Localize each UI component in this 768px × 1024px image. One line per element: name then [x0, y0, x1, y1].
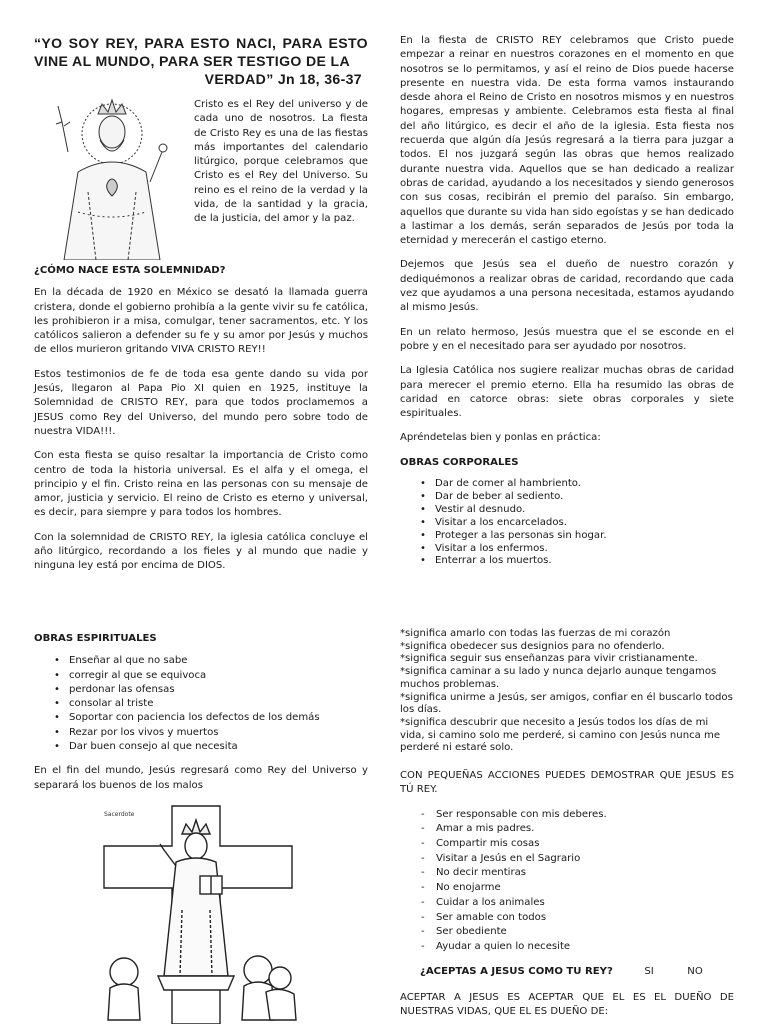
list-item: • Soportar con paciencia los defectos de los demás: [54, 711, 368, 725]
meaning-line: *significa unirme a Jesús, ser amigos, confiar en él buscarlo todos los días.: [400, 691, 733, 716]
meaning-line: *significa obedecer sus designios para no ofenderlo.: [400, 640, 665, 652]
history-paragraph-2: Estos testimonios de fe de toda esa gente dando su vida por Jesús, llegaron al Papa Pio XI quien en 1925, instituye la Solemnidad de CRISTO REY, para que todos proclamemos a JESUS como Rey del Universo, del mundo pero sobre todo de nuestra VIDA!!!.: [34, 368, 368, 437]
list-item: - Compartir mis cosas: [421, 837, 734, 852]
bottom-left-column: [34, 628, 368, 803]
list-item: - Ser amable con todos: [421, 911, 734, 926]
cross-illustration: [96, 800, 300, 1024]
title-line-2: VINE AL MUNDO, PARA SER TESTIGO DE LA: [34, 53, 350, 69]
meaning-line: *significa seguir sus enseñanzas para vivir cristianamente.: [400, 653, 698, 665]
right-column: [400, 34, 734, 578]
left-column: [34, 34, 368, 584]
corporales-heading: OBRAS CORPORALES: [400, 456, 519, 468]
page-title: [34, 34, 368, 88]
list-item: - Cuidar a los animales: [421, 896, 734, 911]
list-item: • Visitar a los enfermos.: [420, 543, 734, 556]
espirituales-list: [34, 654, 368, 754]
list-item: • Vestir al desnudo.: [420, 504, 734, 517]
question-text: ¿ACEPTAS A JESUS COMO TU REY?: [420, 965, 613, 977]
list-item: - No enojarme: [421, 881, 734, 896]
actions-intro: CON PEQUEÑAS ACCIONES PUEDES DEMOSTRAR QUE JESUS ES TÚ REY.: [400, 770, 734, 796]
section-heading: ¿CÓMO NACE ESTA SOLEMNIDAD?: [34, 265, 226, 276]
meaning-line: *significa caminar a su lado y nunca dejarlo aunque tengamos muchos problemas.: [400, 666, 717, 690]
cross-drawing: [96, 800, 300, 1024]
list-item: - Ser obediente: [421, 925, 734, 940]
feast-paragraph-2: Dejemos que Jesús sea el dueño de nuestro corazón y dediquémonos a realizar obras de caridad, recordando que cada vez que ayudamos a una persona necesitada, estamos ayudando al mismo Jesús.: [400, 259, 734, 314]
feast-paragraph-5: Apréndetelas bien y ponlas en práctica:: [400, 432, 601, 444]
christ-king-drawing: [38, 92, 186, 260]
history-paragraph-1: En la década de 1920 en México se desató la llamada guerra cristera, donde el gobierno prohibía a la gente vivir su fe católica, les prohibieron ir a misa, comulgar, tener sacramentos, etc. Y los católicos salieron a defender su fe y su amor por Jesús y muchos de ellos murieron gritando VIVA CRISTO REY!!: [34, 287, 368, 356]
list-item: • Dar de comer al hambriento.: [420, 478, 734, 491]
list-item: • Visitar a los encarcelados.: [420, 517, 734, 530]
list-item: • Enterrar a los muertos.: [420, 555, 734, 568]
answer-yes: SI: [644, 965, 654, 977]
christ-king-illustration: [38, 92, 190, 260]
meaning-line: *significa amarlo con todas las fuerzas de mi corazón: [400, 628, 671, 639]
list-item: • perdonar las ofensas: [54, 683, 368, 697]
drawing-caption: Sacerdote: [104, 811, 135, 818]
question-row: [400, 965, 734, 979]
history-paragraph-4: Con la solemnidad de CRISTO REY, la iglesia católica concluye el año litúrgico, recordando a los fieles y al mundo que nadie y ninguna ley está por encima de DIOS.: [34, 531, 368, 572]
list-item: - Ayudar a quien lo necesite: [421, 940, 734, 955]
closing-paragraph: En el fin del mundo, Jesús regresará como Rey del Universo y separará los buenos de los malos: [34, 765, 368, 791]
list-item: • Rezar por los vivos y muertos: [54, 726, 368, 740]
title-line-1: “YO SOY REY, PARA ESTO NACI, PARA ESTO: [34, 35, 368, 51]
list-item: • Proteger a las personas sin hogar.: [420, 530, 734, 543]
history-paragraph-3: Con esta fiesta se quiso resaltar la importancia de Cristo como centro de toda la historia universal. Es el alfa y el omega, el principio y el fin. Cristo reina en las personas con su mensaje de amor, justicia y servicio. El reino de Cristo es eterno y universal, es decir, para siempre y para todos los hombres.: [34, 450, 368, 519]
feast-paragraph-4: La Iglesia Católica nos sugiere realizar muchas obras de caridad para merecer el premio eterno. Ella ha resumido las obras de caridad en catorce obras: siete obras corporales y siete espirituales.: [400, 365, 734, 420]
bottom-right-column: [400, 628, 734, 1024]
list-item: - Ser responsable con mis deberes.: [421, 808, 734, 823]
answer-no: NO: [687, 965, 703, 977]
list-item: - No decir mentiras: [421, 866, 734, 881]
feast-paragraph-1: En la fiesta de CRISTO REY celebramos que Cristo puede empezar a reinar en nuestros corazones en el momento en que nosotros se lo permitamos, y así el reino de Dios puede hacerse presente en nuestra vida. De esta forma vamos instaurando desde ahora el Reino de Cristo en nosotros mismos y en nuestros hogares, empresas y ambiente. Celebramos esta fiesta al final del año litúrgico, es decir el año de la iglesia. Esta fiesta nos recuerda que algún día Jesús regresará a la tierra para juzgar a todos. El nos juzgará según las obras que hemos realizado durante nuestra vida. Aquellos que se han dedicado a realizar obras de caridad, ayudando a los necesitados y siendo generosos con sus cosas, recibirán el premio del paraíso. Sin embargo, aquellos que durante su vida han sido egoístas y se han dedicado a lastimar a los demás, serán separados de Jesús por toda la eternidad y merecerán el castigo eterno.: [400, 35, 734, 247]
intro-paragraph: Cristo es el Rey del universo y de cada uno de nosotros. La fiesta de Cristo Rey es una de las fiestas más importantes del calendario litúrgico, porque celebramos que Cristo es el Rey del Universo. Su reino es el reino de la verdad y la vida, de la santidad y la gracia, de la justicia, del amor y la paz.: [194, 99, 368, 225]
final-statement: ACEPTAR A JESUS ES ACEPTAR QUE EL ES EL DUEÑO DE NUESTRAS VIDAS, QUE EL ES DUEÑO DE:: [400, 991, 734, 1018]
list-item: - Amar a mis padres.: [421, 822, 734, 837]
feast-paragraph-3: En un relato hermoso, Jesús muestra que el se esconde en el pobre y en el necesitado para ser ayudado por nosotros.: [400, 326, 734, 352]
title-line-3: VERDAD” Jn 18, 36-37: [204, 71, 362, 87]
list-item: - Visitar a Jesús en el Sagrario: [421, 852, 734, 867]
espirituales-heading: OBRAS ESPIRITUALES: [34, 633, 157, 644]
list-item: • consolar al triste: [54, 697, 368, 711]
list-item: • corregir al que se equivoca: [54, 669, 368, 683]
list-item: • Dar de beber al sediento.: [420, 491, 734, 504]
corporales-list: [400, 478, 734, 568]
meaning-line: *significa descubrir que necesito a Jesús todos los días de mi vida, si camino solo me perderé, si camino con Jesús nunca me perderé ni estaré solo.: [400, 716, 721, 754]
list-item: • Dar buen consejo al que necesita: [54, 740, 368, 754]
actions-list: [400, 808, 734, 955]
meanings-block: [400, 628, 734, 755]
list-item: • Enseñar al que no sabe: [54, 654, 368, 668]
